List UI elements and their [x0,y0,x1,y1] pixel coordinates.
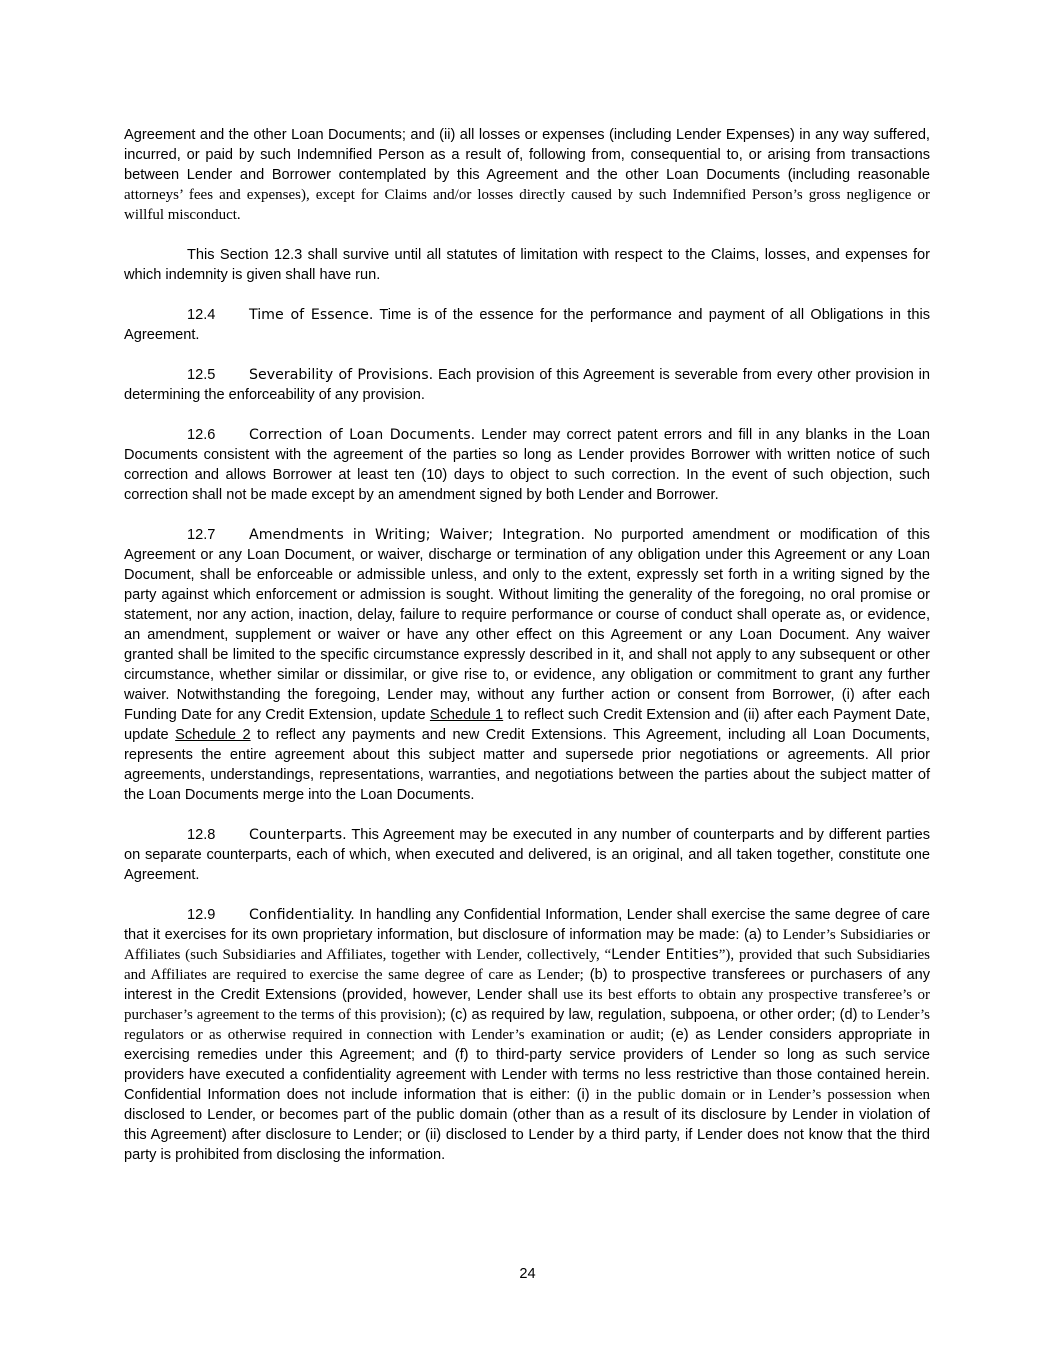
document-body [124,125,930,1185]
section-heading: Confidentiality. [249,907,355,923]
section-heading: Counterparts. [249,827,347,843]
section-body-serif: Lender’s Subsidiaries or Affiliates (such Subsidiaries and Affiliates, together with Lender, collectively, “ [124,927,930,963]
section-body: (e) as Lender considers appropriate in exercising remedies under this Agreement; and (f) to third-party service providers of Lender so long as such service providers have executed a confidentiality agreement with Lender with terms no less restrictive than those contained herein. Confidential Information does not include information that is either: (i) [124,1027,931,1103]
section-body: This Agreement may be executed in any number of counterparts and by different parties on separate counterparts, each of which, when executed and delivered, is an original, and all taken together, constitute one Agreement. [124,827,930,883]
section-body-serif: use its best efforts to obtain any prospective transferee’s or purchaser’s agreement to the terms of this provision); [124,987,930,1023]
section-heading: Severability of Provisions. [249,367,434,383]
section-body: to reflect any payments and new Credit Extensions. This Agreement, including all Loan Documents, represents the entire agreement about this subject matter and supersede prior negotiations or agreements. All prior agreements, understandings, representations, warranties, and negotiations between the parties about the subject matter of the Loan Documents merge into the Loan Documents. [124,727,930,803]
section-heading: Time of Essence. [249,307,374,323]
section-body-serif: in the public domain or in Lender’s possession when [589,1087,930,1103]
section-body: (c) as required by law, regulation, subpoena, or other order; (d) [446,1007,858,1023]
section-12-9 [124,905,930,1165]
section-number: 12.9 [187,907,216,923]
section-body: In handling any Confidential Information, Lender shall exercise the same degree of care that it exercises for its own proprietary information, but disclosure of information may be made: (a) to [124,907,930,943]
section-heading: Amendments in Writing; Waiver; Integration. [249,527,586,543]
section-12-7 [124,525,930,805]
survival-paragraph [124,245,930,285]
section-12-8 [124,825,930,885]
section-body-serif: ”), provided that such Subsidiaries and Affiliates are required to exercise the same degree of care as Lender; [124,947,930,983]
section-heading: Correction of Loan Documents. [249,427,476,443]
survival-text: This Section 12.3 shall survive until all statutes of limitation with respect to the Claims, losses, and expenses for which indemnity is given shall have run. [124,247,930,283]
continuation-paragraph [124,125,930,225]
continuation-text: Agreement and the other Loan Documents; and (ii) all losses or expenses (including Lender Expenses) in any way suffered, incurred, or paid by such Indemnified Person as a result of, following from, consequential to, or arising from transactions between Lender and Borrower contemplated by this Agreement and the other Loan Documents (including reasonable [124,127,930,183]
section-body: disclosed to Lender, or becomes part of the public domain (other than as a result of its disclosure by Lender in violation of this Agreement) after disclosure to Lender; or (ii) disclosed to Lender by a third party, if Lender does not know that the third party is prohibited from disclosing the information. [124,1107,930,1163]
section-12-4 [124,305,930,345]
section-body: Time is of the essence for the performance and payment of all Obligations in this Agreement. [124,307,931,343]
page-number: 24 [519,1266,536,1282]
section-body: to reflect such Credit Extension and (ii) after each Payment Date, update [124,707,931,743]
section-number: 12.5 [187,367,216,383]
section-12-6 [124,425,930,505]
section-body: Each provision of this Agreement is severable from every other provision in determining the enforceability of any provision. [124,367,930,403]
lender-entities-term: Lender Entities [611,947,719,963]
continuation-text-serif: attorneys’ fees and expenses), except for Claims and/or losses directly caused by such Indemnified Person’s gross negligence or willful misconduct. [124,187,930,223]
section-body-serif: to Lender’s regulators or as otherwise required in connection with Lender’s examination or audit; [124,1007,931,1043]
section-number: 12.7 [187,527,216,543]
section-number: 12.8 [187,827,216,843]
schedule-2-reference: Schedule 2 [175,727,251,743]
section-body: No purported amendment or modification of this Agreement or any Loan Document, or waiver, discharge or termination of any obligation under this Agreement or any Loan Document, shall be enforceable or admissible unless, and only to the extent, expressly set forth in a writing signed by the party against which enforcement or admission is sought. Without limiting the generality of the foregoing, no oral promise or statement, nor any action, inaction, delay, failure to require performance or course of conduct shall operate as, or evidence, an amendment, supplement or waiver or have any other effect on this Agreement or any Loan Document. Any waiver granted shall be limited to the specific circumstance expressly described in it, and shall not apply to any subsequent or other circumstance, whether similar or dissimilar, or give rise to, or evidence, any obligation or commitment to grant any further waiver. Notwithstanding the foregoing, Lender may, without any further action or consent from Borrower, (i) after each Funding Date for any Credit Extension, update [124,527,930,723]
schedule-1-reference: Schedule 1 [429,707,504,723]
section-body: (b) to prospective transferees or purchasers of any interest in the Credit Extensions (provided, however, Lender shall [124,967,930,1003]
section-12-5 [124,365,930,405]
section-body: Lender may correct patent errors and fill in any blanks in the Loan Documents consistent with the agreement of the parties so long as Lender provides Borrower with written notice of such correction and allows Borrower at least ten (10) days to object to such correction. In the event of such objection, such correction shall not be made except by an amendment signed by both Lender and Borrower. [124,427,930,503]
section-number: 12.6 [187,427,216,443]
section-number: 12.4 [187,307,216,323]
